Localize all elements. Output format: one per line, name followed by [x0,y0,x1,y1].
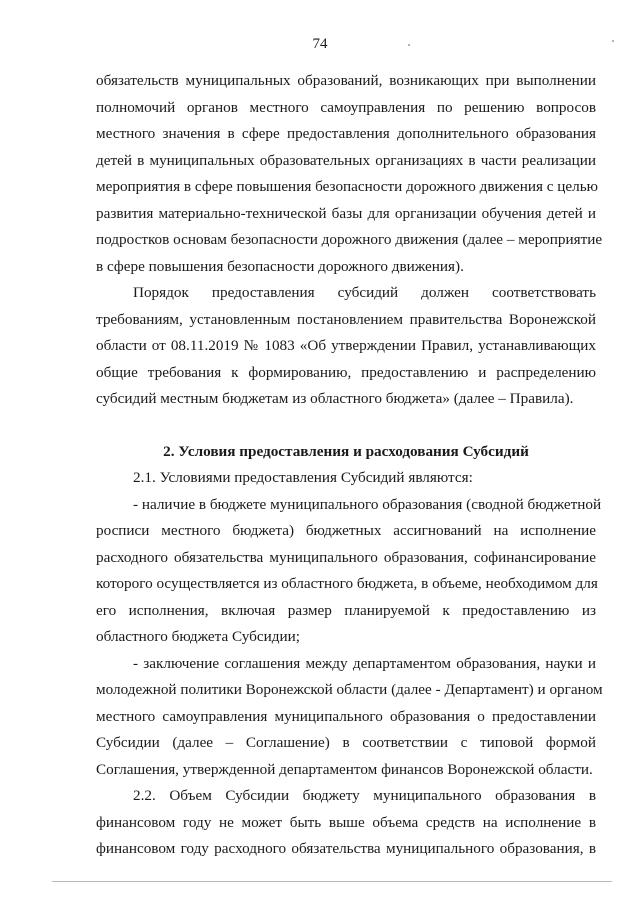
paragraph-agreement-condition [96,651,603,784]
text-line: финансовом году расходного обязательства муниципального образования, в [96,840,596,857]
text-line: полномочий органов местного самоуправления по решению вопросов [96,98,596,116]
text-line: местного значения в сфере предоставления дополнительного образования [96,125,596,142]
text-line: Порядок предоставления субсидий должен соответствовать [133,284,596,301]
text-line: местного самоуправления муниципального образования о предоставлении [96,707,596,725]
paragraph-procedure [96,280,596,413]
text-line: 2.1. Условиями предоставления Субсидий являются: [133,469,473,486]
scan-speck [612,40,614,42]
paragraph-2-2 [96,783,596,863]
document-body [96,68,603,863]
text-line: в сфере повышения безопасности дорожного движения). [96,257,464,275]
text-line: его исполнения, включая размер планируемой к предоставлению из [96,601,596,619]
text-line: росписи местного бюджета) бюджетных ассигнований на исполнение [96,522,596,539]
text-line: требованиям, установленным постановлением правительства Воронежской [96,310,596,328]
text-line: - наличие в бюджете муниципального образования (сводной бюджетной [133,495,602,513]
text-line: обязательств муниципальных образований, возникающих при выполнении [96,72,596,89]
text-line: которого осуществляется из областного бюджета, в объеме, необходимом для [96,575,598,592]
paragraph-2-1 [96,465,596,492]
text-line: расходного обязательства муниципального образования, софинансирование [96,548,596,566]
text-line: детей в муниципальных образовательных организациях в части реализации [96,151,596,169]
text-line: Субсидии (далее – Соглашение) в соответствии с типовой формой [96,734,596,751]
scan-edge-line [52,881,612,882]
text-line: мероприятия в сфере повышения безопасности дорожного движения с целью [96,178,599,195]
text-line: субсидий местным бюджетам из областного бюджета» (далее – Правила). [96,390,574,407]
paragraph-obligations [96,68,603,280]
text-line: молодежной политики Воронежской области (далее - Департамент) и органом [96,681,603,698]
section-heading: 2. Условия предоставления и расходования Субсидий [163,442,529,460]
text-line: 2.2. Объем Субсидии бюджету муниципального образования в [133,787,596,804]
text-line: областного бюджета Субсидии; [96,628,300,645]
text-line: Соглашения, утвержденной департаментом финансов Воронежской области. [96,760,593,778]
text-line: области от 08.11.2019 № 1083 «Об утверждении Правил, устанавливающих [96,337,596,354]
text-line: финансовом году не может быть выше объема средств на исполнение в [96,813,596,831]
spacer [96,413,596,439]
page-number: 74 [312,36,328,52]
text-line: общие требования к формированию, предоставлению и распределению [96,363,596,381]
paragraph-budget-condition [96,492,602,651]
text-line: развития материально-технической базы для организации обучения детей и [96,204,596,222]
scan-speck [408,44,410,46]
text-line: - заключение соглашения между департаментом образования, науки и [133,654,596,672]
text-line: подростков основам безопасности дорожного движения (далее – мероприятие [96,231,603,248]
